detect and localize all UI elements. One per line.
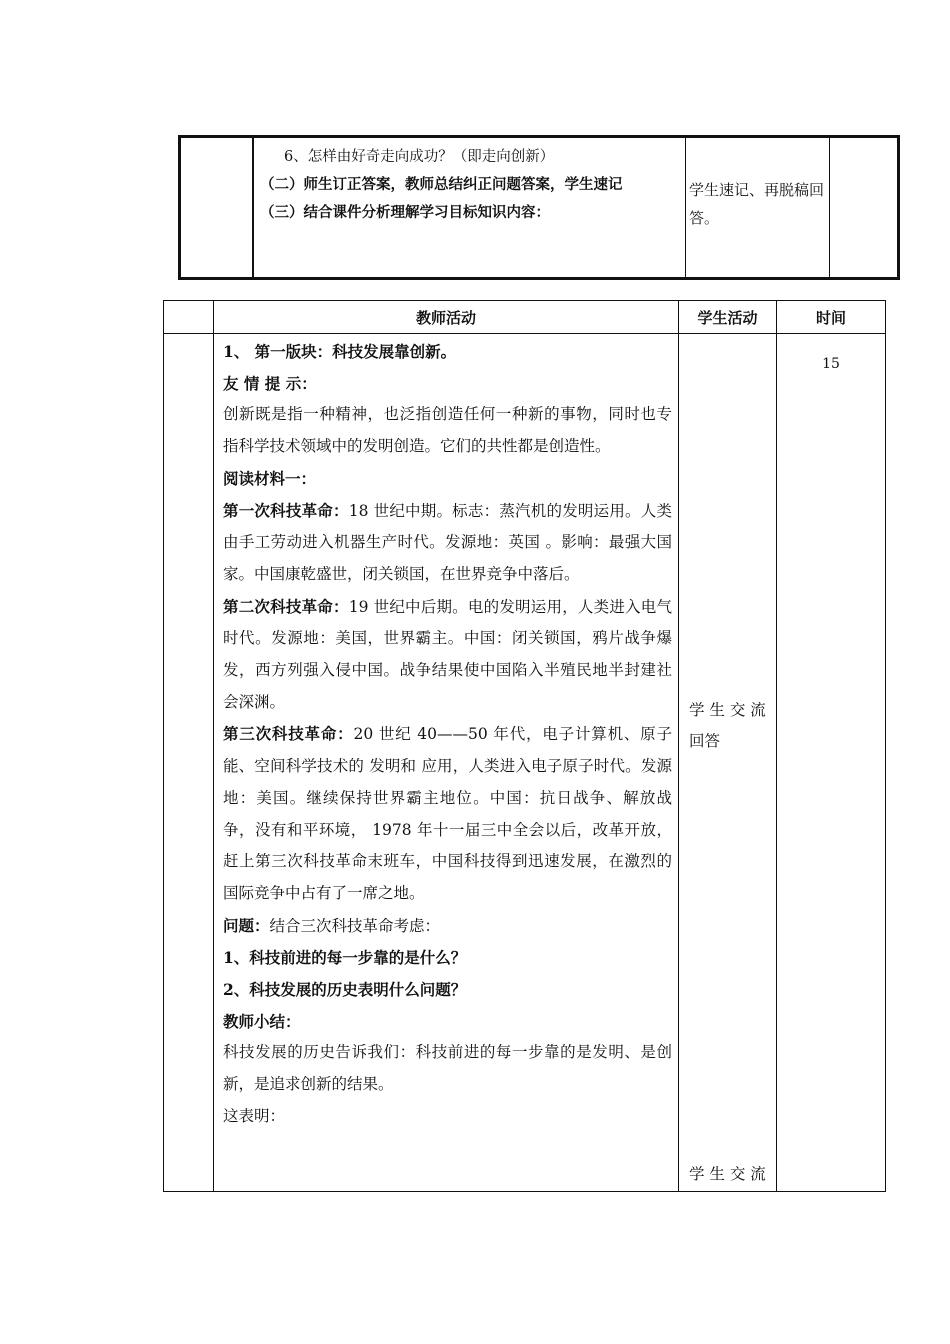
question-1: 1、科技前进的每一步靠的是什么？ [223,948,467,968]
table-body-row [164,334,885,1192]
innovation-definition: 创新既是指一种精神，也泛指创造任何一种新的事物，同时也专指科学技术领域中的发明创造。它们的共性都是创造性。 [223,405,672,456]
header-student-activity: 学生活动 [679,301,777,333]
this-shows: 这表明： [223,1106,286,1125]
first-revolution-text: 18 世纪中期。标志：蒸汽机的发明运用。人类由手工劳动进入机器生产时代。发源地：英国 。影响：最强大国家。中国康乾盛世，闭关锁国，在世界竞争中落后。 [223,501,672,583]
teacher-activity-cell [254,138,686,277]
question-label: 问题： [223,915,270,935]
step-3: （三）结合课件分析理解学习目标知识内容： [260,204,550,221]
lesson-table [163,300,886,1192]
second-revolution-text: 19 世纪中后期。电的发明运用，人类进入电气时代。发源地：美国，世界霸主。中国：闭关锁国，鸦片战争爆发，西方列强入侵中国。战争结果使中国陷入半殖民地半封建社会深渊。 [223,597,672,711]
question-2: 2、科技发展的历史表明什么问题？ [223,980,467,1000]
student-activity-cell [686,138,830,277]
second-revolution-label: 第二次科技革命： [223,596,349,616]
time-cell [830,138,897,277]
header-blank [164,301,214,333]
time-value: 15 [822,356,840,372]
blank-column [164,334,214,1192]
friendly-tip-label: 友 情 提 示： [223,373,317,393]
teacher-summary: 科技发展的历史告诉我们：科技前进的每一步靠的是发明、是创新，是追求创新的结果。 [223,1043,672,1094]
reading-material-label: 阅读材料一： [223,468,317,488]
student-note: 学生速记、再脱稿回答。 [689,181,825,227]
header-teacher-activity: 教师活动 [214,301,679,333]
first-revolution [223,495,672,591]
teacher-activity-content [214,334,679,1192]
student-note-2: 学 生 交 流 [689,1165,766,1183]
student-activity-column [679,334,777,1192]
teacher-summary-label: 教师小结： [223,1011,301,1031]
step-2: （二）师生订正答案，教师总结纠正问题答案，学生速记 [260,176,623,193]
header-time: 时间 [815,308,846,327]
first-revolution-label: 第一次科技革命： [223,500,349,520]
question-text: 结合三次科技革命考虑： [269,916,441,935]
student-note-1: 学 生 交 流 回答 [689,701,766,750]
section-title: 1、 第一版块：科技发展靠创新。 [223,342,457,361]
time-column [777,334,885,1192]
second-revolution [223,591,672,719]
table-header-row [164,301,885,334]
third-revolution [223,718,672,909]
question [223,910,672,943]
third-revolution-label: 第三次科技革命： [223,724,354,744]
blank-cell [181,138,254,277]
question-6: 6、怎样由好奇走向成功？（即走向创新） [284,149,555,165]
continuation-table [178,135,900,280]
third-revolution-text: 20 世纪 40——50 年代，电子计算机、原子能、空间科学技术的 发明和 应用，人类进入电子原子时代。发源地：美国。继续保持世界霸主地位。中国：抗日战争、解放战争，没有和平环境， 1978 年十一届三中全会以后，改革开放，赶上第三次科技革命末班车，中国科技得到迅速发展，在激烈的国际竞争中占有了一席之地。 [223,725,672,902]
